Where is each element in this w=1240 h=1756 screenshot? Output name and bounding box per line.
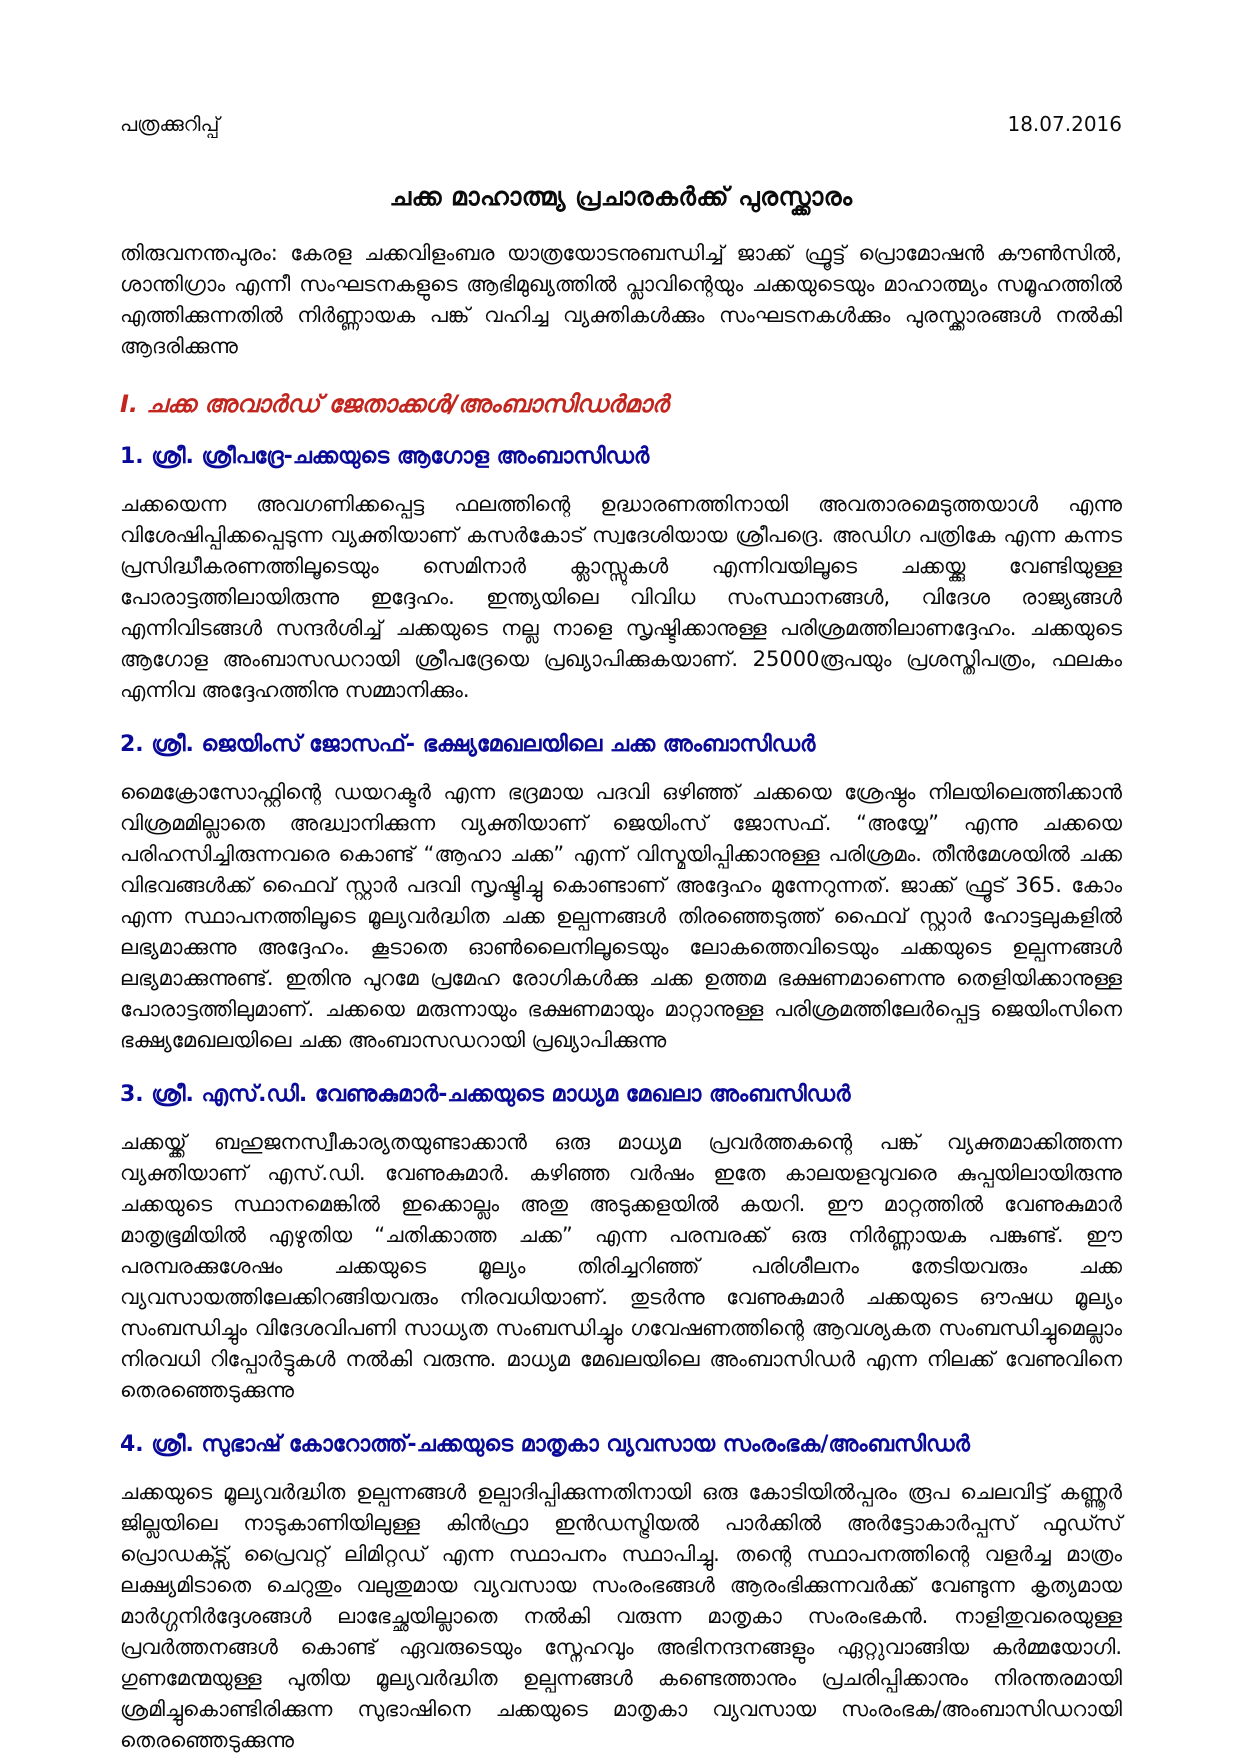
document-title: ചക്ക മാഹാത്മ്യ പ്രചാരകർക്ക് പുരസ്ക്കാരം xyxy=(389,182,853,211)
doc-date: 18.07.2016 xyxy=(1007,112,1122,136)
award-2-body: മൈക്രോസോഫ്റ്റിന്റെ ഡയറക്ടർ എന്ന ഭദ്രമായ പദവി ഒഴിഞ്ഞ് ചക്കയെ ശ്രേഷ്ഠം നിലയിലെത്തിക്കാൻ വിശ്രമമില്ലാതെ അദ്ധ്വാനിക്കുന്ന വ്യക്തിയാണ് ജെയിംസ് ജോസഫ്. “അയ്യേ” എന്നു ചക്കയെ പരിഹസിച്ചിരുന്നവരെ കൊണ്ട് “ആഹാ ചക്ക” എന്ന് വിസ്മയിപ്പിക്കാനുള്ള പരിശ്രമം. തീൻമേശയിൽ ചക്ക വിഭവങ്ങൾക്ക് ഫൈവ് സ്റ്റാർ പദവി സൃഷ്ടിച്ചു കൊണ്ടാണ് അദ്ദേഹം മുന്നേറുന്നത്. ജാക്ക് ഫ്രൂട് 365. കോം എന്ന സ്ഥാപനത്തിലൂടെ മൂല്യവർദ്ധിത ചക്ക ഉല്പന്നങ്ങൾ തിരഞ്ഞെടുത്ത് ഫൈവ് സ്റ്റാർ ഹോട്ടലുകളിൽ ലഭ്യമാക്കുന്നു അദ്ദേഹം. കൂടാതെ ഓൺലൈനിലൂടെയും ലോകത്തെവിടെയും ചക്കയുടെ ഉല്പന്നങ്ങൾ ലഭ്യമാക്കുന്നുണ്ട്. ഇതിനു പുറമേ പ്രമേഹ രോഗികൾക്കു ചക്ക ഉത്തമ ഭക്ഷണമാണെന്നു തെളിയിക്കാനുള്ള പോരാട്ടത്തിലുമാണ്. ചക്കയെ മരുന്നായും ഭക്ഷണമായും മാറ്റാനുള്ള പരിശ്രമത്തിലേർപ്പെട്ട ജെയിംസിനെ ഭക്ഷ്യമേഖലയിലെ ചക്ക അംബാസഡറായി പ്രഖ്യാപിക്കുന്നു xyxy=(120,780,1122,1052)
award-3-heading: 3. ശ്രീ. എസ്.ഡി. വേണുകുമാർ-ചക്കയുടെ മാധ്യമ മേഖലാ അംബസിഡർ xyxy=(120,1082,851,1107)
award-4-body: ചക്കയുടെ മൂല്യവർദ്ധിത ഉല്പന്നങ്ങൾ ഉല്പാദിപ്പിക്കുന്നതിനായി ഒരു കോടിയിൽപ്പരം രൂപ ചെലവിട്ട് കണ്ണൂർ ജില്ലയിലെ നാടുകാണിയിലുള്ള കിൻഫ്രാ ഇൻഡസ്ട്രിയൽ പാർക്കിൽ അർട്ടോകാർപ്പസ് ഫുഡ്സ് പ്രൊഡക്ട്സ് പ്രൈവറ്റ് ലിമിറ്റഡ് എന്ന സ്ഥാപനം സ്ഥാപിച്ചു. തന്റെ സ്ഥാപനത്തിന്റെ വളർച്ച മാത്രം ലക്ഷ്യമിടാതെ ചെറുതും വലുതുമായ വ്യവസായ സംരംഭങ്ങൾ ആരംഭിക്കുന്നവർക്ക് വേണ്ടുന്ന കൃത്യമായ മാർഗ്ഗനിർദ്ദേശങ്ങൾ ലാഭേച്ഛയില്ലാതെ നൽകി വരുന്ന മാതൃകാ സംരംഭകൻ. നാളിതുവരെയുള്ള പ്രവർത്തനങ്ങൾ കൊണ്ട് ഏവരുടെയും സ്നേഹവും അഭിനന്ദനങ്ങളും ഏറ്റുവാങ്ങിയ കർമ്മയോഗി. ഗുണമേന്മയുള്ള പുതിയ മൂല്യവർദ്ധിത ഉല്പന്നങ്ങൾ കണ്ടെത്താനും പ്രചരിപ്പിക്കാനും നിരന്തരമായി ശ്രമിച്ചുകൊണ്ടിരിക്കുന്ന സുഭാഷിനെ ചക്കയുടെ മാതൃകാ വ്യവസായ സംരംഭക/അംബാസിഡറായി തെരഞ്ഞെടുക്കുന്നു xyxy=(120,1480,1122,1752)
award-3-body: ചക്കയ്ക്ക് ബഹുജനസ്വീകാര്യതയുണ്ടാക്കാൻ ഒരു മാധ്യമ പ്രവർത്തകന്റെ പങ്ക് വ്യക്തമാക്കിത്തന്ന വ്യക്തിയാണ് എസ്.ഡി. വേണുകുമാർ. കഴിഞ്ഞ വർഷം ഇതേ കാലയളവുവരെ കുപ്പയിലായിരുന്നു ചക്കയുടെ സ്ഥാനമെങ്കിൽ ഇക്കൊല്ലം അതു അടുക്കളയിൽ കയറി. ഈ മാറ്റത്തിൽ വേണുകുമാർ മാതൃഭൂമിയിൽ എഴുതിയ “ചതിക്കാത്ത ചക്ക” എന്ന പരമ്പരക്ക് ഒരു നിർണ്ണായക പങ്കുണ്ട്. ഈ പരമ്പരക്കുശേഷം ചക്കയുടെ മൂല്യം തിരിച്ചറിഞ്ഞ് പരിശീലനം തേടിയവരും ചക്ക വ്യവസായത്തിലേക്കിറങ്ങിയവരും നിരവധിയാണ്. തുടർന്നു വേണുകുമാർ ചക്കയുടെ ഔഷധ മൂല്യം സംബന്ധിച്ചും വിദേശവിപണി സാധ്യത സംബന്ധിച്ചും ഗവേഷണത്തിന്റെ ആവശ്യകത സംബന്ധിച്ചുമെല്ലാം നിരവധി റിപ്പോർട്ടുകൾ നൽകി വരുന്നു. മാധ്യമ മേഖലയിലെ അംബാസിഡർ എന്ന നിലക്ക് വേണുവിനെ തെരഞ്ഞെടുക്കുന്നു xyxy=(120,1130,1122,1402)
award-1-body: ചക്കയെന്ന അവഗണിക്കപ്പെട്ട ഫലത്തിന്റെ ഉദ്ധാരണത്തിനായി അവതാരമെടുത്തയാൾ എന്നു വിശേഷിപ്പിക്കപ്പെടുന്ന വ്യക്തിയാണ് കസർകോട് സ്വദേശിയായ ശ്രീപദ്രെ. അഡിഗ പത്രികേ എന്ന കന്നട പ്രസിദ്ധീകരണത്തിലൂടെയും സെമിനാർ ക്ലാസ്സുകൾ എന്നിവയിലൂടെ ചക്കയ്ക്കു വേണ്ടിയുള്ള പോരാട്ടത്തിലായിരുന്നു ഇദ്ദേഹം. ഇന്ത്യയിലെ വിവിധ സംസ്ഥാനങ്ങൾ, വിദേശ രാജ്യങ്ങൾ എന്നിവിടങ്ങൾ സന്ദർശിച്ച് ചക്കയുടെ നല്ല നാളെ സൃഷ്ടിക്കാനുള്ള പരിശ്രമത്തിലാണദ്ദേഹം. ചക്കയുടെ ആഗോള അംബാസഡറായി ശ്രീപദ്രേയെ പ്രഖ്യാപിക്കുകയാണ്. 25000രൂപയും പ്രശസ്തിപത്രം, ഫലകം എന്നിവ അദ്ദേഹത്തിനു സമ്മാനിക്കും. xyxy=(120,492,1122,702)
award-2-heading: 2. ശ്രീ. ജെയിംസ് ജോസഫ്- ഭക്ഷ്യമേഖലയിലെ ചക്ക അംബാസിഡർ xyxy=(120,732,816,757)
award-section-heading: I. ചക്ക അവാർഡ് ജേതാക്കൾ/അംബാസിഡർമാർ xyxy=(120,390,669,418)
doc-type-label: പത്രക്കുറിപ്പ് xyxy=(120,112,220,136)
intro-paragraph: തിരുവനന്തപുരം: കേരള ചക്കവിളംബര യാത്രയോടനുബന്ധിച്ച് ജാക്ക് ഫ്രൂട്ട് പ്രൊമോഷൻ കൗൺസിൽ, ശാന്തിഗ്രാം എന്നീ സംഘടനകളുടെ ആഭിമുഖ്യത്തിൽ പ്ലാവിന്റെയും ചക്കയുടെയും മാഹാത്മ്യം സമൂഹത്തിൽ എത്തിക്കുന്നതിൽ നിർണ്ണായക പങ്ക് വഹിച്ച വ്യക്തികൾക്കും സംഘടനകൾക്കും പുരസ്ക്കാരങ്ങൾ നൽകി ആദരിക്കുന്നു xyxy=(120,241,1122,358)
award-1-heading: 1. ശ്രീ. ശ്രീപദ്രേ-ചക്കയുടെ ആഗോള അംബാസിഡർ xyxy=(120,444,650,469)
award-4-heading: 4. ശ്രീ. സുഭാഷ് കോറോത്ത്-ചക്കയുടെ മാതൃകാ വ്യവസായ സംരംഭക/അംബസിഡർ xyxy=(120,1432,970,1457)
page-header xyxy=(120,112,1122,136)
